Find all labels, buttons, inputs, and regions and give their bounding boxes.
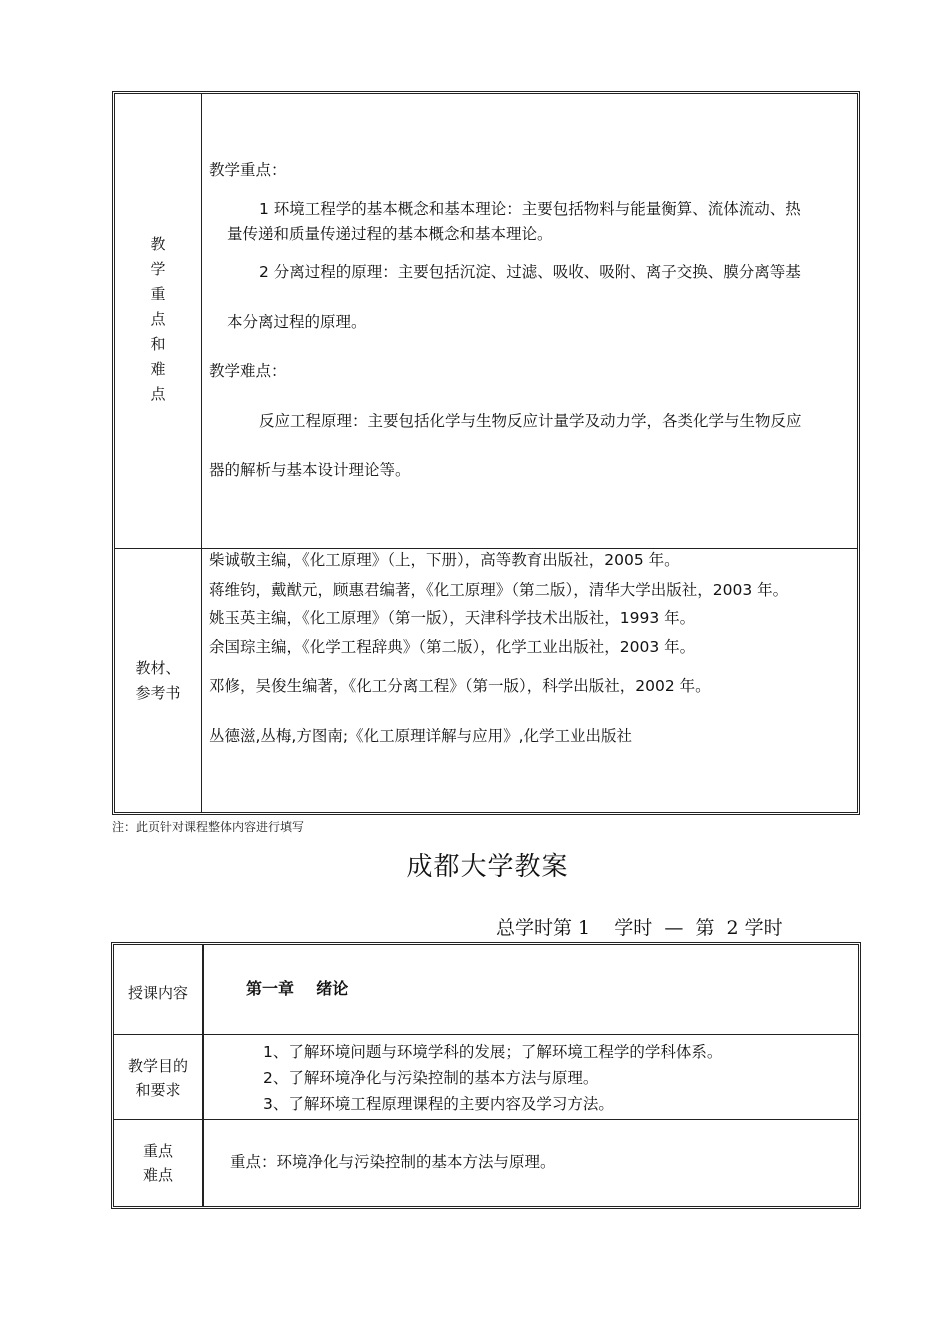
reference-item: 蒋维钧，戴猷元，顾惠君编著，《化工原理》（第二版），清华大学出版社，2003 年。 — [209, 581, 789, 599]
label-line: 教材、 — [135, 659, 181, 677]
difficulty-heading: 教学难点： — [209, 362, 287, 380]
key-points-text: 重点：环境净化与污染控制的基本方法与原理。 — [230, 1153, 556, 1171]
class-hours: 总学时第 1 学时 — 第 2 学时 — [496, 917, 783, 939]
column-divider — [202, 945, 204, 1206]
goal-item: 3、了解环境工程原理课程的主要内容及学习方法。 — [263, 1095, 614, 1113]
difficulty-line-1: 反应工程原理：主要包括化学与生物反应计量学及动力学，各类化学与生物反应 — [259, 412, 802, 430]
page-title: 成都大学教案 — [406, 852, 569, 882]
reference-item: 丛德滋,丛梅,方图南;《化工原理详解与应用》,化学工业出版社 — [209, 727, 633, 745]
lesson-table — [111, 942, 861, 1209]
chapter-title: 第一章 绪论 — [246, 979, 349, 998]
label-char: 点 — [150, 385, 166, 403]
label-char: 学 — [150, 260, 166, 278]
label-line: 教学目的 — [127, 1057, 188, 1075]
label-char: 难 — [150, 360, 166, 378]
label-line: 和要求 — [135, 1081, 181, 1099]
focus-heading: 教学重点： — [209, 161, 287, 179]
key-points-label — [114, 1139, 202, 1187]
focus-item-2-line-2: 本分离过程的原理。 — [227, 313, 367, 331]
label-line: 难点 — [142, 1166, 173, 1184]
reference-item: 柴诚敬主编，《化工原理》（上，下册），高等教育出版社，2005 年。 — [209, 551, 680, 569]
syllabus-table — [112, 91, 860, 815]
label-line: 参考书 — [135, 684, 181, 702]
footnote: 注：此页针对课程整体内容进行填写 — [112, 820, 305, 834]
label-char: 和 — [150, 335, 166, 353]
difficulty-line-2: 器的解析与基本设计理论等。 — [209, 461, 411, 479]
row-divider — [115, 548, 857, 549]
goal-item: 1、了解环境问题与环境学科的发展；了解环境工程学的学科体系。 — [263, 1043, 723, 1061]
label-line: 授课内容 — [127, 984, 188, 1002]
focus-difficulty-label — [115, 232, 201, 407]
focus-item-2-line-1: 2 分离过程的原理：主要包括沉淀、过滤、吸收、吸附、离子交换、膜分离等基 — [259, 263, 801, 281]
focus-item-1-line-1: 1 环境工程学的基本概念和基本理论：主要包括物料与能量衡算、流体流动、热 — [259, 200, 801, 218]
label-char: 重 — [150, 285, 166, 303]
label-line: 重点 — [142, 1142, 173, 1160]
goals-label — [114, 1054, 202, 1102]
textbooks-label — [115, 656, 201, 706]
reference-item: 姚玉英主编，《化工原理》（第一版），天津科学技术出版社，1993 年。 — [209, 609, 696, 627]
goal-item: 2、了解环境净化与污染控制的基本方法与原理。 — [263, 1069, 599, 1087]
focus-item-1-line-2: 量传递和质量传递过程的基本概念和基本理论。 — [227, 225, 553, 243]
row-divider — [114, 1034, 858, 1035]
column-divider — [201, 94, 202, 812]
content-label — [114, 981, 202, 1005]
label-char: 教 — [150, 235, 166, 253]
reference-item: 余国琮主编，《化学工程辞典》（第二版），化学工业出版社，2003 年。 — [209, 638, 696, 656]
reference-item: 邓修，吴俊生编著，《化工分离工程》（第一版），科学出版社，2002 年。 — [209, 677, 711, 695]
label-char: 点 — [150, 310, 166, 328]
row-divider — [114, 1119, 858, 1120]
